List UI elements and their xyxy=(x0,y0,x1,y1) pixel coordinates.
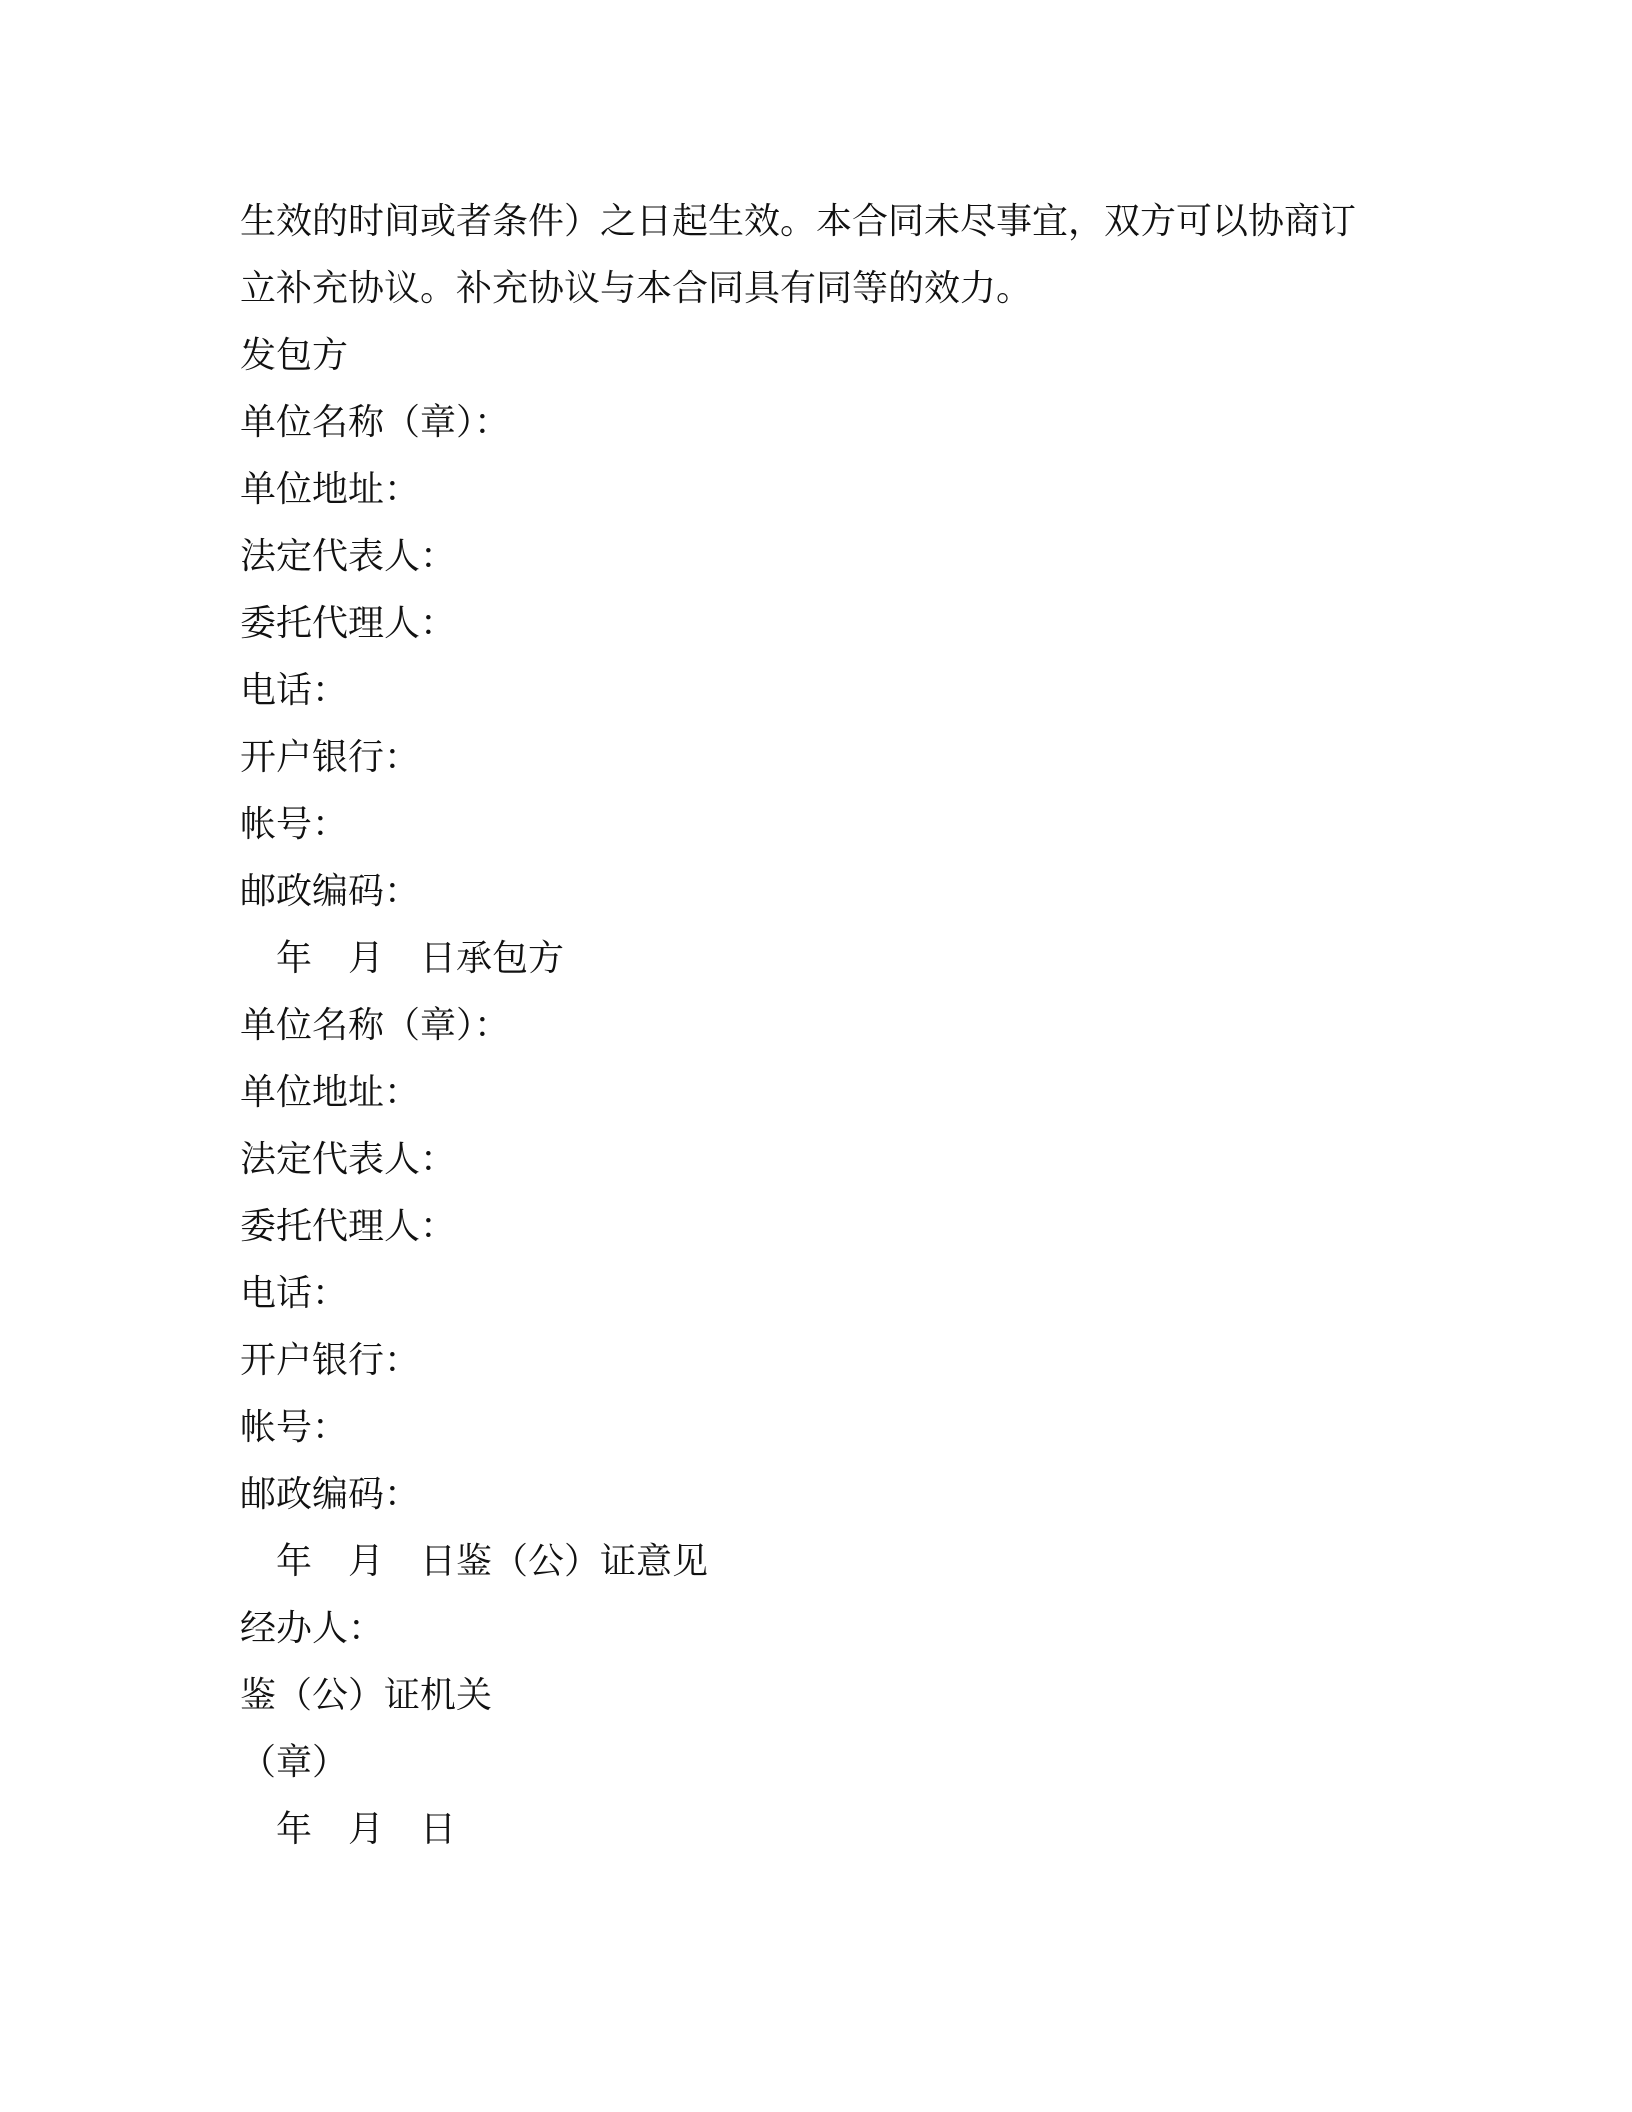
document-body xyxy=(240,188,1390,1863)
date-and-notary-heading: 年 月 日鉴（公）证意见 xyxy=(240,1541,709,1582)
party-b-agent: 委托代理人： xyxy=(240,1206,457,1247)
body-text-line: 生效的时间或者条件）之日起生效。本合同未尽事宜，双方可以协商订 xyxy=(240,201,1357,242)
notary-authority: 鉴（公）证机关 xyxy=(240,1675,493,1716)
notary-date: 年 月 日 xyxy=(240,1809,457,1850)
party-b-phone: 电话： xyxy=(240,1273,349,1314)
party-a-agent: 委托代理人： xyxy=(240,603,457,644)
notary-handler: 经办人： xyxy=(240,1608,385,1649)
party-b-unit-name: 单位名称（章）： xyxy=(240,1005,511,1046)
party-b-postcode: 邮政编码： xyxy=(240,1474,421,1515)
party-b-account: 帐号： xyxy=(240,1407,349,1448)
party-a-bank: 开户银行： xyxy=(240,737,421,778)
date-and-party-b-heading: 年 月 日承包方 xyxy=(240,938,565,979)
party-a-address: 单位地址： xyxy=(240,469,421,510)
party-a-account: 帐号： xyxy=(240,804,349,845)
body-text-line: 立补充协议。补充协议与本合同具有同等的效力。 xyxy=(240,268,1033,309)
party-b-bank: 开户银行： xyxy=(240,1340,421,1381)
party-a-postcode: 邮政编码： xyxy=(240,871,421,912)
party-a-phone: 电话： xyxy=(240,670,349,711)
party-a-legal-rep: 法定代表人： xyxy=(240,536,457,577)
party-a-unit-name: 单位名称（章）： xyxy=(240,402,511,443)
party-b-address: 单位地址： xyxy=(240,1072,421,1113)
party-b-legal-rep: 法定代表人： xyxy=(240,1139,457,1180)
party-a-heading: 发包方 xyxy=(240,335,349,376)
notary-seal: （章） xyxy=(240,1742,349,1783)
